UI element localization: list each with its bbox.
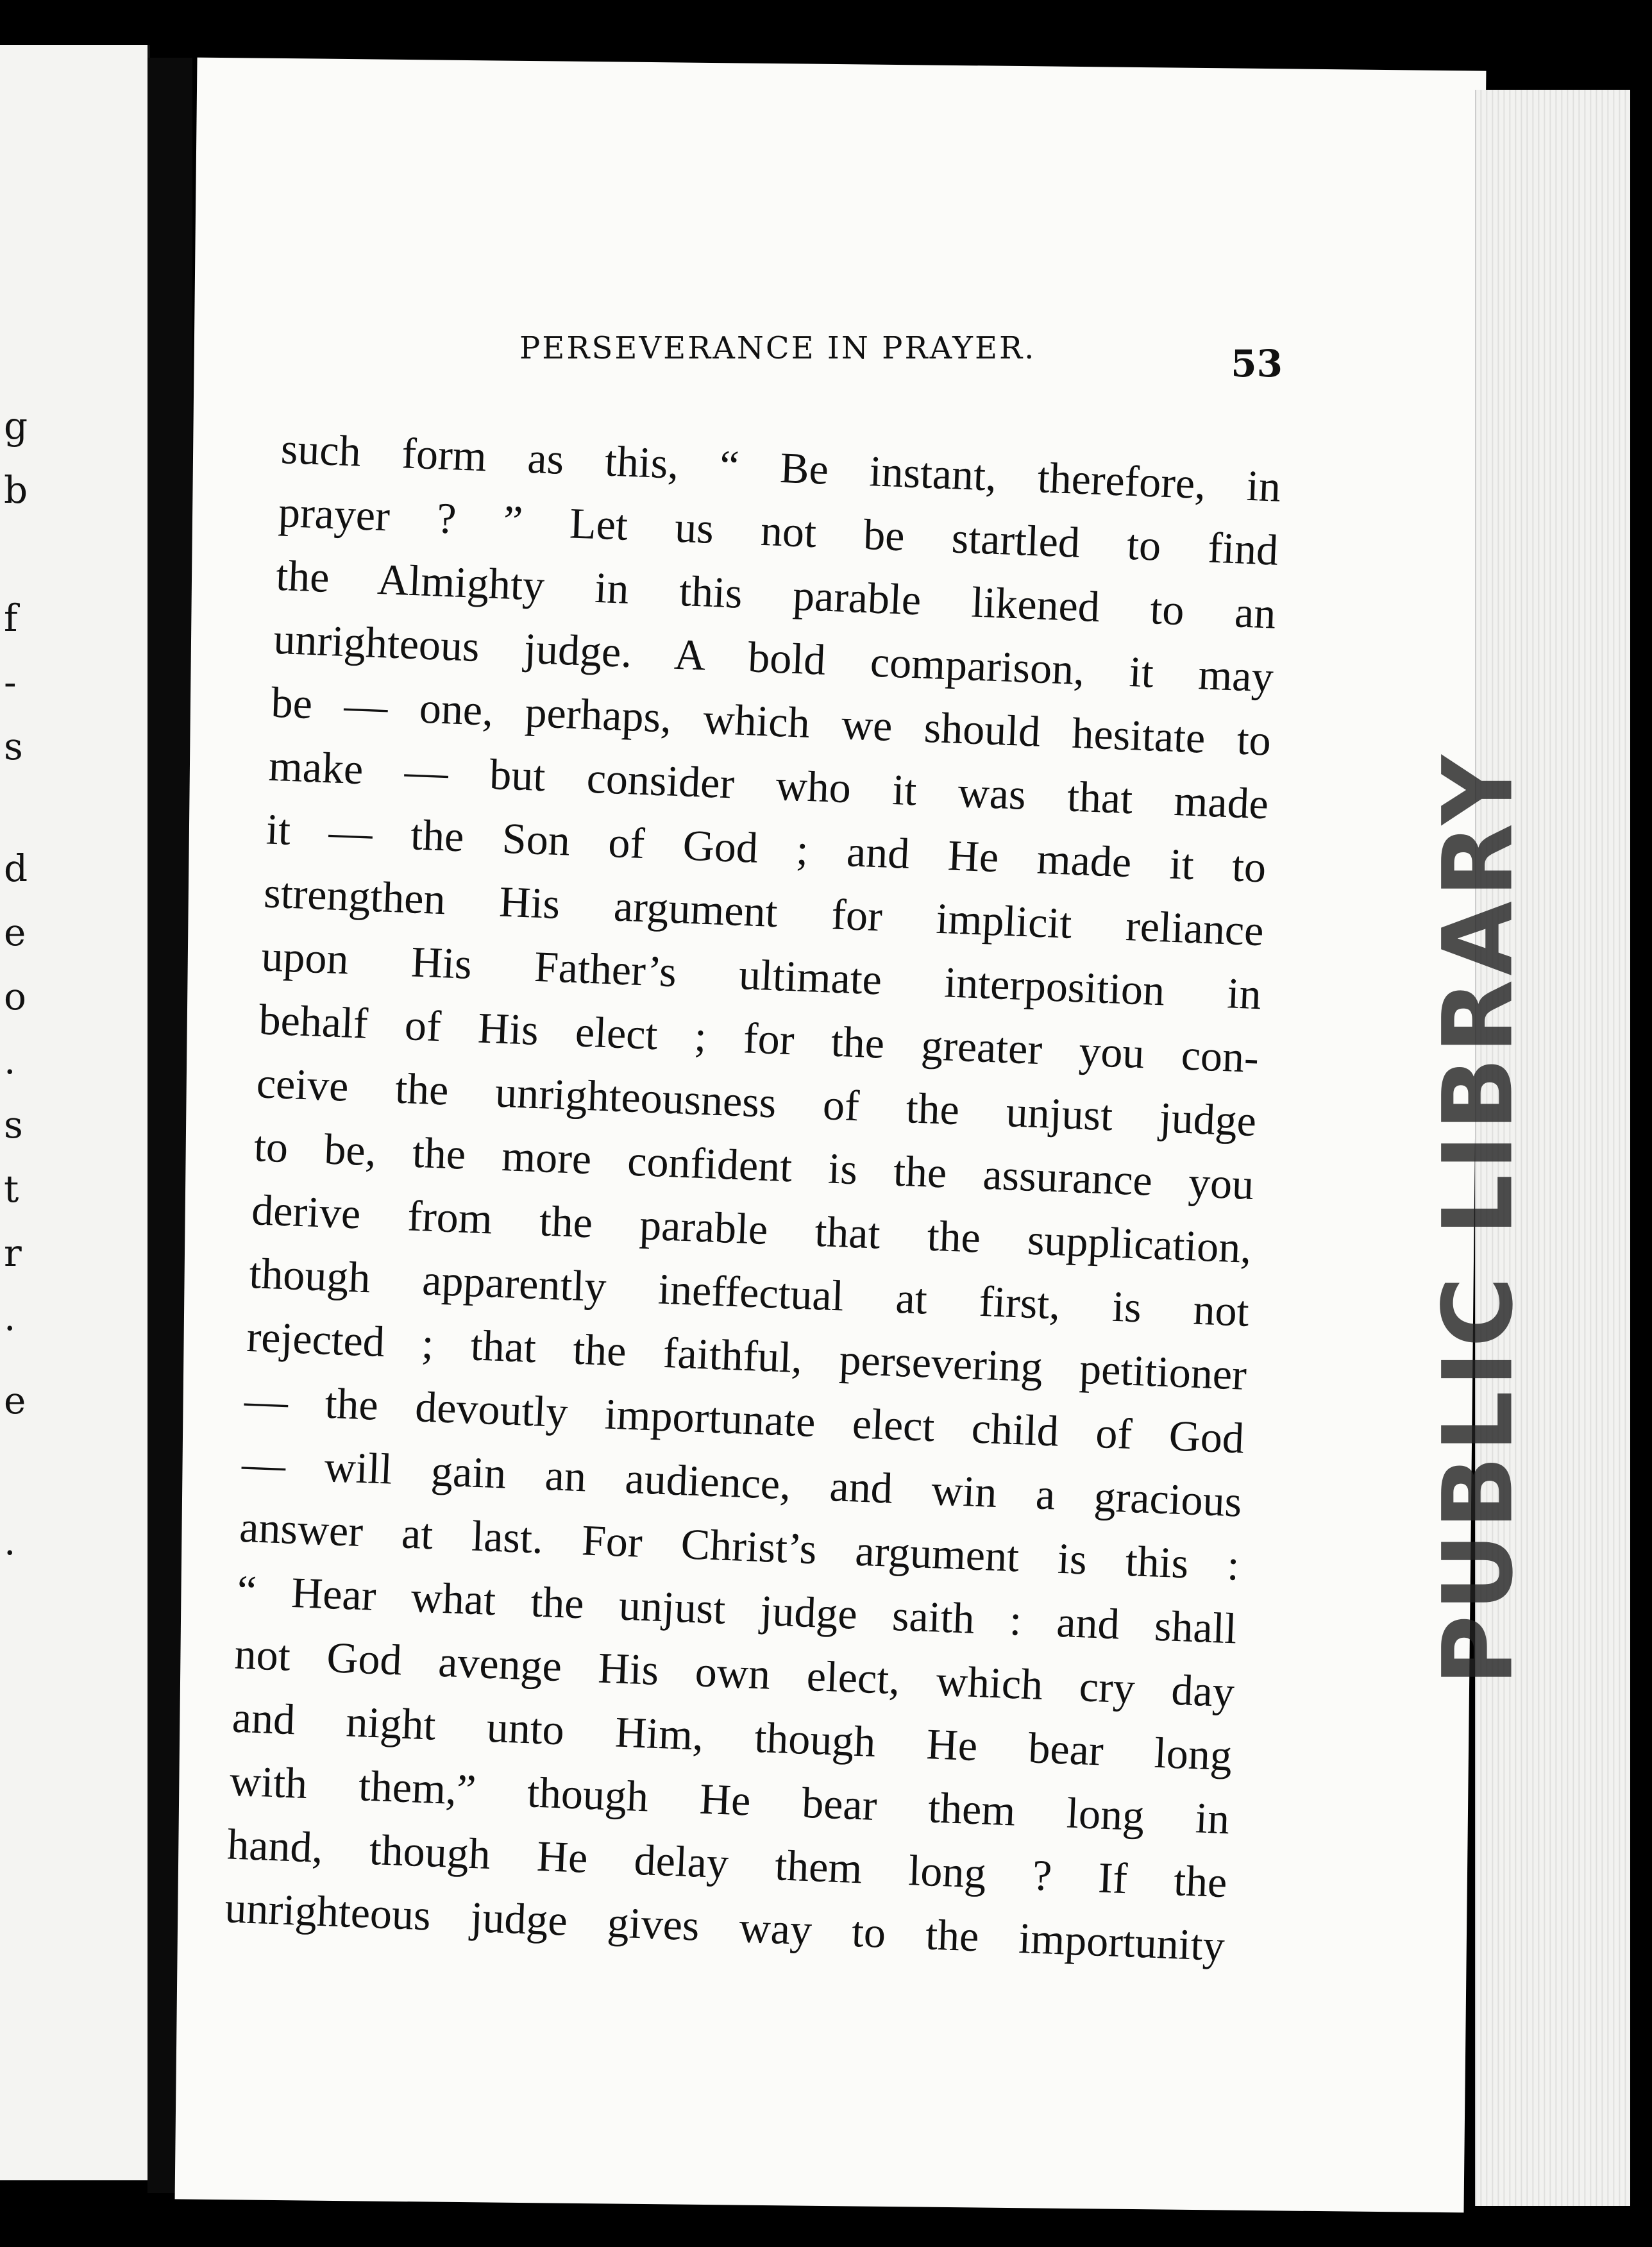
left-fragment: g: [4, 404, 28, 448]
left-fragment: r: [4, 1231, 22, 1275]
left-fragment: b: [4, 468, 28, 512]
text-line: the Almighty in this parable likened to an: [275, 550, 1277, 638]
page-number: 53: [1231, 342, 1283, 385]
left-fragment: o: [4, 975, 26, 1018]
left-fragment: s: [4, 725, 23, 768]
text-line: such form as this, “ Be instant, therefore, in: [280, 423, 1282, 511]
text-line: unrighteous judge gives way to the importunity: [224, 1883, 1226, 1971]
text-line: with them,” though He bear them long in: [228, 1756, 1231, 1844]
left-fragment: .: [4, 1039, 16, 1082]
left-fragment: -: [4, 661, 17, 704]
text-line: answer at last. For Christ’s argument is this :: [239, 1502, 1240, 1590]
text-line: ceive the unrighteousness of the unjust judge: [255, 1058, 1258, 1146]
text-line: be — one, perhaps, which we should hesitate to: [270, 677, 1272, 765]
running-head: PERSEVERANCE IN PRAYER.: [519, 330, 1036, 366]
text-line: behalf of His elect ; for the greater you con-: [258, 995, 1260, 1082]
text-line: — will gain an audience, and win a gracious: [240, 1438, 1243, 1526]
left-fragment: .: [4, 1520, 16, 1563]
previous-page-edge: [0, 45, 150, 2180]
left-fragment: d: [4, 846, 28, 890]
text-line: “ Hear what the unjust judge saith : and shall: [236, 1565, 1238, 1653]
left-fragment: e: [4, 911, 26, 954]
text-line: upon His Father’s ultimate interposition in: [260, 931, 1263, 1019]
text-line: make — but consider who it was that made: [267, 741, 1270, 829]
text-line: unrighteous judge. A bold comparison, it may: [273, 614, 1275, 702]
previous-page-text-fragments: [0, 45, 148, 2180]
text-line: strengthen His argument for implicit reliance: [263, 868, 1265, 955]
body-text: [224, 417, 1282, 1978]
left-fragment: e: [4, 1379, 26, 1422]
left-fragment: t: [4, 1167, 19, 1211]
left-fragment: f: [4, 596, 18, 640]
text-line: not God avenge His own elect, which cry day: [233, 1629, 1236, 1717]
text-line: to be, the more confident is the assurance you: [253, 1122, 1255, 1209]
text-line: though apparently ineffectual at first, is not: [248, 1249, 1251, 1336]
library-stamp-text: PUBLIC LIBRARY: [1422, 751, 1534, 1686]
page-header: [321, 324, 1295, 385]
text-line: and night unto Him, though He bear long: [231, 1692, 1233, 1780]
text-line: it — the Son of God ; and He made it to: [265, 804, 1267, 892]
left-fragment: s: [4, 1103, 23, 1147]
text-line: rejected ; that the faithful, persevering petitioner: [246, 1311, 1248, 1399]
left-fragment: .: [4, 1295, 16, 1339]
library-stamp: [1411, 628, 1546, 1808]
text-line: hand, though He delay them long ? If the: [226, 1819, 1228, 1907]
text-line: prayer ? ” Let us not be startled to find: [277, 487, 1279, 575]
text-line: derive from the parable that the supplication,: [251, 1185, 1252, 1272]
text-line: — the devoutly importunate elect child of God: [243, 1375, 1245, 1463]
